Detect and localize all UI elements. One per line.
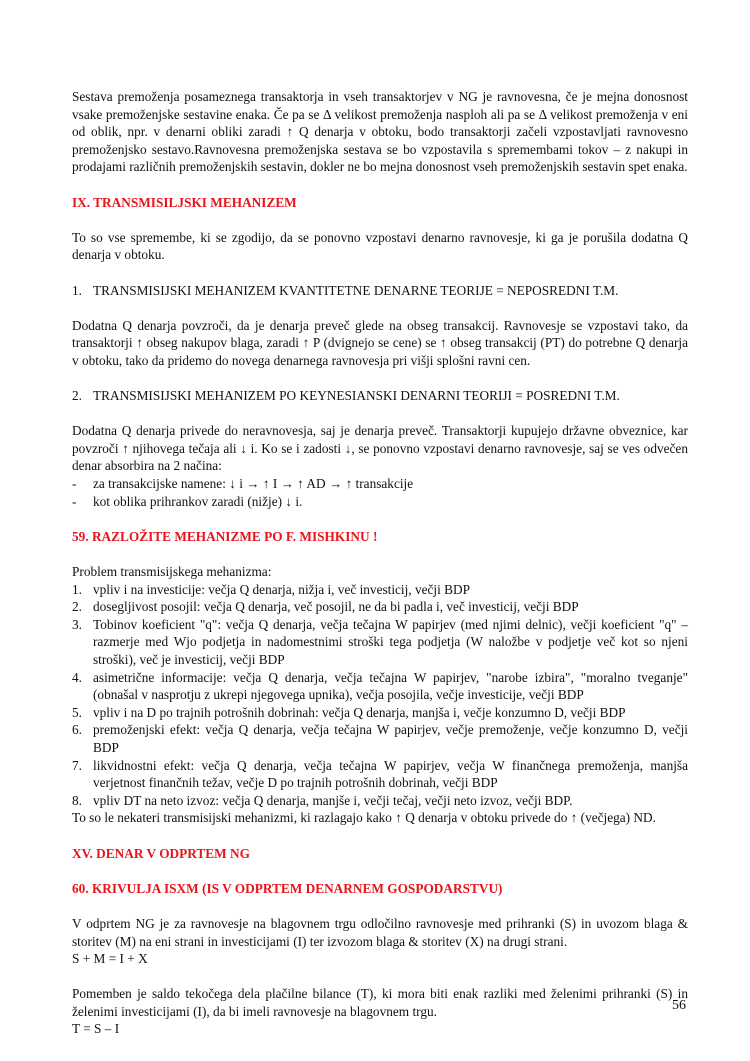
bullet-text: za transakcijske namene: ↓ i → ↑ I → ↑ AD → ↑ transakcije — [93, 476, 414, 492]
section-ix-item1-title — [72, 282, 688, 300]
item-text: vpliv i na investicije: večja Q denarja, nižja i, več investicij, večji BDP — [93, 581, 471, 597]
list-item — [72, 598, 688, 616]
list-item — [72, 616, 688, 669]
list-item — [72, 757, 688, 792]
formula-t-s-i: T = S – I — [72, 1021, 120, 1037]
bullet-marker: - — [72, 476, 77, 492]
item-number: 4. — [72, 669, 82, 685]
item-text: likvidnostni efekt: večja Q denarja, večja tečajna W papirjev, večja W finančnega premoženja, manjša verjetnost finančnih težav, večje D po trajnih potrošnih dobrinah, večji BDP — [93, 757, 688, 791]
section-ix-intro: To so vse spremembe, ki se zgodijo, da se ponovno vzpostavi denarno ravnovesje, ki ga je porušila dodatna Q denarja v obtoku. — [72, 229, 688, 263]
section-ix-heading: IX. TRANSMISILJSKI MEHANIZEM — [72, 194, 297, 210]
formula-s-m-i-x: S + M = I + X — [72, 951, 148, 967]
item-text: vpliv i na D po trajnih potrošnih dobrinah: večja Q denarja, manjša i, večje konzumno D, večji BDP — [93, 704, 626, 720]
item-text: vpliv DT na neto izvoz: večja Q denarja, manjše i, večji tečaj, večji neto izvoz, večji BDP. — [93, 792, 573, 808]
item-number: 7. — [72, 757, 82, 773]
section-59-lead: Problem transmisijskega mehanizma: — [72, 564, 272, 580]
section-60-para2: Pomemben je saldo tekočega dela plačilne bilance (T), ki mora biti enak razliki med želenimi prihranki (S) in želenimi investicijami (I), da bi imeli ravnovesje na blagovnem trgu. — [72, 986, 688, 1019]
item-title: TRANSMISIJSKI MEHANIZEM PO KEYNESIANSKI DENARNI TEORIJI = POSREDNI T.M. — [93, 388, 620, 404]
document-page — [72, 88, 688, 1038]
section-ix-item2-title — [72, 387, 688, 405]
item-title: TRANSMISIJSKI MEHANIZEM KVANTITETNE DENARNE TEORIJE = NEPOSREDNI T.M. — [93, 282, 619, 298]
item-number: 1. — [72, 581, 82, 597]
section-60-heading: 60. KRIVULJA ISXM (IS V ODPRTEM DENARNEM GOSPODARSTVU) — [72, 880, 503, 896]
section-59-closing: To so le nekateri transmisijski mehanizmi, ki razlagajo kako ↑ Q denarja v obtoku privede do ↑ (večjega) ND. — [72, 810, 656, 826]
item-text: premoženjski efekt: večja Q denarja, večja tečajna W papirjev, večje premoženje, večje konzumno D, večji BDP — [93, 722, 688, 755]
item-number: 2. — [72, 599, 82, 615]
bullet-marker: - — [72, 493, 77, 509]
item-number: 2. — [72, 388, 82, 404]
section-59-heading: 59. RAZLOŽITE MEHANIZME PO F. MISHKINU ! — [72, 528, 378, 544]
list-item — [72, 669, 688, 704]
intro-paragraph: Sestava premoženja posameznega transaktorja in vseh transaktorjev v NG je ravnovesna, če je mejna donosnost vsake premoženjske sestavine enaka. Če pa se Δ velikost premoženja nasploh ali pa se Δ velikost premoženja v eni od oblik, npr. v denarni obliki zaradi ↑ Q denarja v obtoku, bodo transaktorji začeli vzpostavljati ravnovesno premoženjsko sestavo.Ravnovesna premoženjska sestava se bo vzpostavila s spremembami tokov – z nakupi in prodajami različnih premoženjskih sestavin, dokler ne bo mejna donosnost vseh premoženjskih sestavin spet enaka. — [72, 89, 688, 175]
item-number: 6. — [72, 722, 82, 738]
bullet-text: kot oblika prihrankov zaradi (nižje) ↓ i. — [93, 493, 303, 509]
list-item — [72, 721, 688, 756]
section-60-para1: V odprtem NG je za ravnovesje na blagovnem trgu odločilno ravnovesje med prihranki (S) in uvozom blaga & storitev (M) na eni strani in investicijami (I) ter izvozom blaga & storitev (X) na drugi strani. — [72, 915, 688, 949]
item-number: 8. — [72, 792, 82, 808]
item-text: asimetrične informacije: večja Q denarja, večja tečajna W papirjev, "narobe izbira", "moralno tveganje" (obnašal v nasprotju z ukrepi njegovega upnika), večja posojila, večje investicije, večji BDP — [93, 669, 688, 703]
bullet-item — [72, 475, 688, 493]
page-number: 56 — [672, 998, 686, 1013]
section-ix-item1-text: Dodatna Q denarja povzroči, da je denarja preveč glede na obseg transakcij. Ravnovesje se vzpostavi tako, da transaktorji ↑ obseg nakupov blaga, zaradi ↑ P (dvignejo se cene) se ↑ obseg transakcij (PT) do potrebne Q denarja v obtoku, tako da pridemo do novega denarnega ravnovesja pri višji splošni ravni cen. — [72, 317, 688, 368]
section-ix-item2-text: Dodatna Q denarja privede do neravnovesja, saj je denarja preveč. Transaktorji kupujejo državne obveznice, kar povzroči ↑ njihovega tečaja ali ↓ i. Ko se i zadosti ↓, se ponovno vzpostavi denarno ravnovesje, saj se ves odvečen denar absorbira na 2 načina: — [72, 423, 688, 474]
item-number: 5. — [72, 704, 82, 720]
bullet-item — [72, 493, 688, 511]
section-xv-heading: XV. DENAR V ODPRTEM NG — [72, 845, 250, 861]
list-item — [72, 581, 688, 599]
list-item — [72, 704, 688, 722]
item-text: dosegljivost posojil: večja Q denarja, več posojil, ne da bi padla i, več investicij, večji BDP — [93, 599, 579, 615]
item-text: Tobinov koeficient "q": večja Q denarja, večja tečajna W papirjev (med njimi delnic), večji koeficient "q" – razmerje med Wjo podjetja in nadomestnimi stroški tega podjetja (W naložbe v podjetje več kot so njeni stroški), več je investicij, večji BDP — [93, 616, 688, 667]
item-number: 1. — [72, 282, 82, 298]
list-item — [72, 792, 688, 810]
item-number: 3. — [72, 616, 82, 632]
